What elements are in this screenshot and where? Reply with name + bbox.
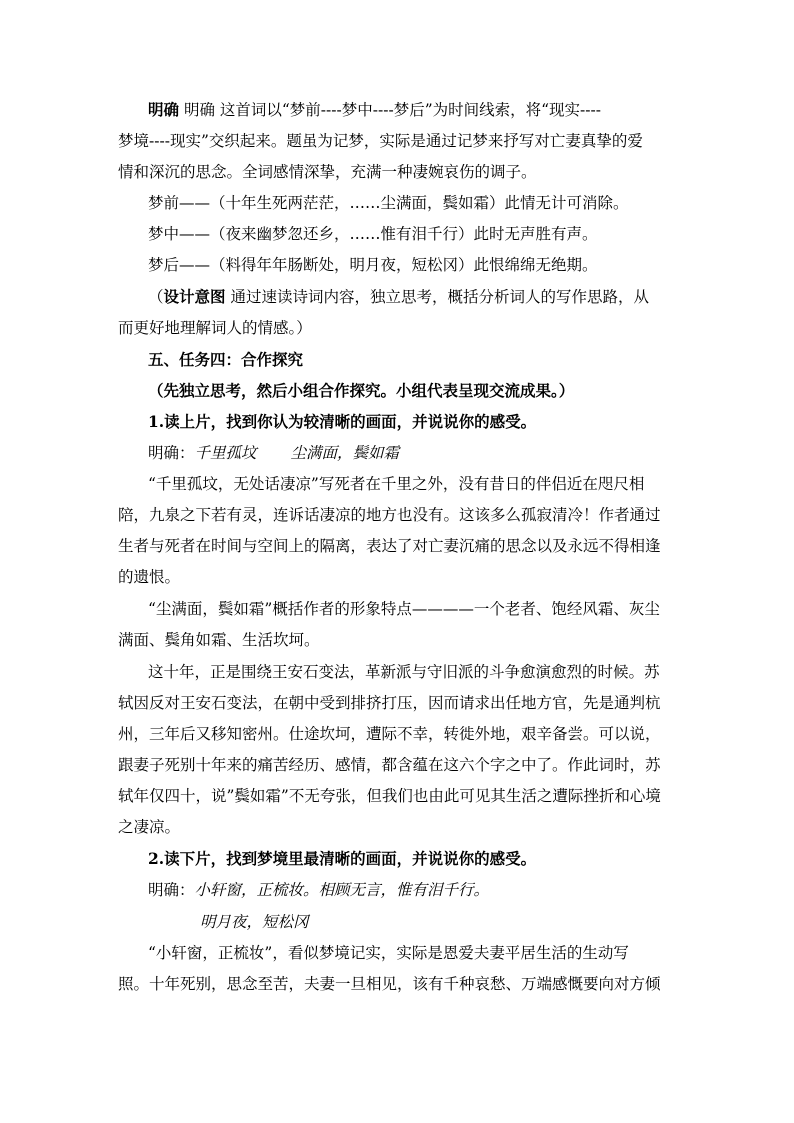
answer-1-phrase-2: 尘满面，鬓如霜 <box>290 444 400 462</box>
para-a-line-3: 生者与死者在时间与空间上的隔离，表达了对亡妻沉痛的思念以及永远不得相逢 <box>118 537 661 555</box>
answer-2: 明确：小轩窗，正梳妆。相顾无言，惟有泪千行。 <box>148 881 490 899</box>
para-a-line-4: 的遗恨。 <box>118 568 181 586</box>
para-c-line-5: 轼年仅四十，说”鬓如霜”不无夸张，但我们也由此可见其生活之遭际挫折和心境 <box>118 787 661 805</box>
para-c-line-4: 跟妻子死别十年来的痛苦经历、感情，都含蕴在这六个字之中了。作此词时，苏 <box>118 756 661 774</box>
dream-after: 梦后——（料得年年肠断处，明月夜，短松冈）此恨绵绵无绝期。 <box>148 256 598 274</box>
answer-1: 明确：千里孤坟 尘满面，鬓如霜 <box>148 444 400 462</box>
p1-line-1: 明确 明确 这首词以“梦前----梦中----梦后”为时间线索，将“现实---- <box>148 100 601 119</box>
section-heading: 五、任务四：合作探究 <box>148 350 304 369</box>
answer-1-phrase-1: 千里孤坟 <box>194 444 257 462</box>
dream-during: 梦中——（夜来幽梦忽还乡，……惟有泪千行）此时无声胜有声。 <box>148 225 598 243</box>
para-a-line-1: “千里孤坟，无处话凄凉”写死者在千里之外，没有昔日的伴侣近在咫尺相 <box>148 475 645 493</box>
para-d-line-1: “小轩窗，正梳妆”，看似梦境记实，实际是恩爱夫妻平居生活的生动写 <box>148 944 629 962</box>
answer-2-phrase-1: 小轩窗，正梳妆。相顾无言，惟有泪千行。 <box>194 881 490 899</box>
question-2: 2.读下片，找到梦境里最清晰的画面，并说说你的感受。 <box>148 849 537 868</box>
design-intent-line-2: 而更好地理解词人的情感。） <box>118 319 312 337</box>
design-intent-line-1: （设计意图 通过速读诗词内容，独立思考，概括分析词人的写作思路，从 <box>148 287 649 306</box>
para-c-line-3: 州，三年后又移知密州。仕途坎坷，遭际不幸，转徙外地，艰辛备尝。可以说， <box>118 725 661 743</box>
para-b-line-2: 满面、鬓角如霜、生活坎坷。 <box>118 631 320 649</box>
para-c-line-6: 之凄凉。 <box>118 818 181 836</box>
p1-line-2: 梦境----现实”交织起来。题虽为记梦，实际是通过记梦来抒写对亡妻真挚的爱 <box>118 132 643 150</box>
p1-line-3: 情和深沉的思念。全词感情深挚，充满一种凄婉哀伤的调子。 <box>118 163 537 181</box>
answer-2-phrase-2: 明月夜，短松冈 <box>200 913 309 931</box>
para-c-line-2: 轼因反对王安石变法，在朝中受到排挤打压，因而请求出任地方官，先是通判杭 <box>118 694 661 712</box>
para-d-line-2: 照。十年死别，思念至苦，夫妻一旦相见，该有千种哀愁、万端感慨要向对方倾 <box>118 975 661 993</box>
dream-before: 梦前——（十年生死两茫茫，……尘满面，鬓如霜）此情无计可消除。 <box>148 194 629 212</box>
design-intent-label: 设计意图 <box>163 287 226 306</box>
question-1: 1.读上片，找到你认为较清晰的画面，并说说你的感受。 <box>148 412 537 431</box>
task-instruction: （先独立思考，然后小组合作探究。小组代表呈现交流成果。） <box>148 381 575 400</box>
p1-lead-bold: 明确 <box>148 100 180 119</box>
para-a-line-2: 陪，九泉之下若有灵，连诉话凄凉的地方也没有。这该多么孤寂清冷！作者通过 <box>118 506 661 524</box>
para-b-line-1: “尘满面，鬓如霜”概括作者的形象特点————一个老者、饱经风霜、灰尘 <box>148 600 660 618</box>
para-c-line-1: 这十年，正是围绕王安石变法，革新派与守旧派的斗争愈演愈烈的时候。苏 <box>148 663 660 681</box>
